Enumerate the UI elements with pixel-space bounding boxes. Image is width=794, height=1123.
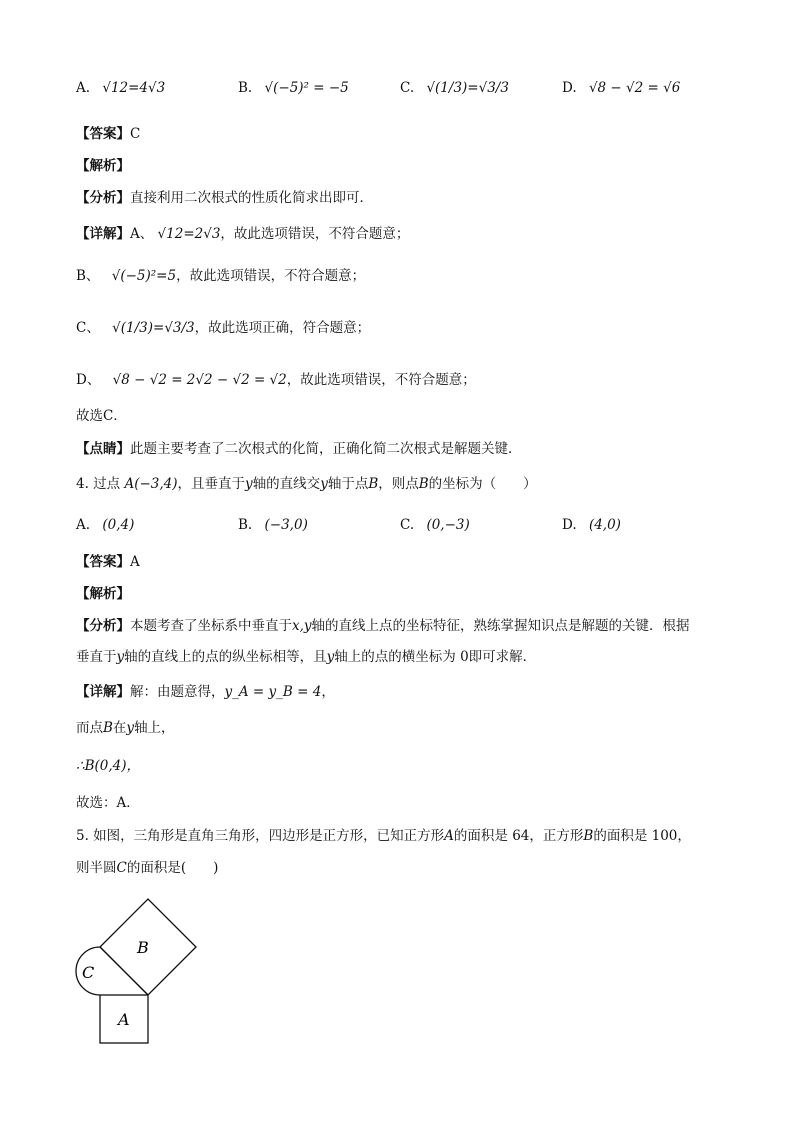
q3-option-c	[400, 78, 509, 98]
option-label: B.	[238, 517, 253, 533]
fenxi-text: 轴的直线上的点的纵坐标相等，且	[124, 649, 327, 665]
math-var: y	[245, 476, 253, 492]
q3-analysis-tag	[76, 156, 130, 176]
stem-text: 则半圆	[76, 860, 117, 876]
option-expr: √(−5)² = −5	[264, 80, 349, 96]
math-var: B	[583, 828, 594, 844]
stem-text: 的面积是( )	[126, 860, 219, 876]
q4-fenxi-2	[76, 647, 536, 667]
text: 轴上，	[134, 720, 175, 736]
option-expr: √12=4√3	[102, 80, 166, 96]
math-var: y	[116, 649, 125, 665]
stem-text: ，且垂直于	[177, 476, 246, 492]
q4-answer	[76, 552, 140, 572]
q4-line-2	[76, 718, 175, 738]
label-b: B	[137, 938, 149, 957]
option-label: C.	[400, 80, 415, 96]
q3-option-b	[238, 78, 349, 98]
option-expr: (0,−3)	[426, 517, 470, 533]
math-expr: y_A = y_B = 4	[224, 684, 322, 700]
q3-xiangjie-b	[76, 266, 365, 286]
q5-figure	[70, 895, 210, 1055]
fenxi-text: 本题考查了坐标系中垂直于	[130, 618, 292, 634]
answer-value: A	[130, 554, 140, 570]
analysis-tag: 【解析】	[76, 158, 130, 174]
fenxi-tag: 【分析】	[76, 618, 130, 634]
q4-option-c	[400, 515, 470, 535]
stem-text: 轴于点	[327, 476, 369, 492]
fenxi-text: 轴上的点的横坐标为 0即可求解．	[334, 649, 537, 665]
stem-text: 的坐标为（ ）	[428, 476, 537, 492]
label-a: A	[118, 1010, 130, 1029]
q4-xiangjie	[76, 682, 335, 702]
q3-xiangjie-d	[76, 370, 476, 390]
math-var: y	[126, 720, 135, 736]
stem-text: 的面积是 100，	[593, 828, 691, 844]
option-label: D.	[562, 517, 577, 533]
xiangjie-tag: 【详解】	[76, 684, 130, 700]
item-prefix: D、	[76, 372, 101, 388]
fenxi-text: 轴的直线上点的坐标特征，熟练掌握知识点是解题的关键．根据	[311, 618, 690, 634]
option-expr: (4,0)	[588, 517, 621, 533]
item-text: ，故此选项正确，符合题意；	[194, 320, 371, 336]
fenxi-text: 直接利用二次根式的性质化简求出即可．	[130, 190, 373, 206]
math-expr: √(1/3)=√3/3	[112, 320, 195, 336]
math-var: B	[418, 476, 429, 492]
item-prefix: C、	[76, 320, 100, 336]
q5-stem-2	[76, 858, 218, 878]
fenxi-text: 垂直于	[76, 649, 117, 665]
q3-dianjing	[76, 439, 522, 459]
q3-option-d	[562, 78, 680, 98]
math-var: y	[320, 476, 328, 492]
q4-fenxi-1	[76, 616, 690, 636]
xiangjie-text: 解：由题意得，	[130, 684, 225, 700]
item-text: ，故此选项错误，不符合题意；	[220, 226, 410, 242]
stem-text: 的面积是 64，正方形	[453, 828, 584, 844]
option-expr: (0,4)	[102, 517, 135, 533]
item-text: ，故此选项错误，不符合题意；	[176, 268, 366, 284]
answer-tag: 【答案】	[76, 126, 130, 142]
math-var: y	[326, 649, 335, 665]
option-label: A.	[76, 517, 91, 533]
option-label: A.	[76, 80, 91, 96]
answer-tag: 【答案】	[76, 554, 130, 570]
stem-text: 4. 过点	[76, 476, 121, 492]
q3-conclusion: 故选C．	[76, 408, 127, 424]
item-prefix: B、	[76, 268, 100, 284]
option-label: C.	[400, 517, 415, 533]
q3-fenxi	[76, 188, 373, 208]
stem-text: ，则点	[378, 476, 419, 492]
math-expr: √(−5)²=5	[111, 268, 177, 284]
q4-option-b	[238, 515, 308, 535]
analysis-tag: 【解析】	[76, 586, 130, 602]
text: 而点	[76, 720, 103, 736]
stem-text: 5. 如图，三角形是直角三角形，四边形是正方形，已知正方形	[76, 828, 445, 844]
stem-text: 轴的直线交	[252, 476, 321, 492]
text: 在	[112, 720, 127, 736]
math-var: C	[116, 860, 127, 876]
item-text: ，故此选项错误，不符合题意；	[286, 372, 476, 388]
q4-analysis-tag	[76, 584, 130, 604]
q4-stem	[76, 474, 537, 494]
q4-line-3: ∴B(0,4)，	[76, 758, 141, 774]
option-expr: √8 − √2 = √6	[588, 80, 681, 96]
math-expr: √8 − √2 = 2√2 − √2 = √2	[112, 372, 287, 388]
q3-xiangjie-c	[76, 318, 370, 338]
xiangjie-text: ，	[321, 684, 335, 700]
dianjing-text: 此题主要考查了二次根式的化简，正确化简二次根式是解题关键．	[130, 441, 522, 457]
xiangjie-tag: 【详解】	[76, 226, 130, 242]
math-var: B	[103, 720, 113, 736]
q3-answer	[76, 124, 140, 144]
option-label: B.	[238, 80, 253, 96]
math-var: B	[368, 476, 379, 492]
q3-xiangjie-a	[76, 224, 409, 244]
option-expr: (−3,0)	[264, 517, 308, 533]
item-prefix: A、	[130, 226, 154, 242]
math-expr: √12=2√3	[157, 226, 221, 242]
fenxi-tag: 【分析】	[76, 190, 130, 206]
math-var: A	[444, 828, 454, 844]
math-var: x,y	[292, 618, 312, 634]
dianjing-tag: 【点睛】	[76, 441, 130, 457]
answer-value: C	[130, 126, 141, 142]
option-label: D.	[562, 80, 577, 96]
label-c: C	[82, 963, 95, 982]
option-expr: √(1/3)=√3/3	[426, 80, 509, 96]
math-expr: A(−3,4)	[124, 476, 178, 492]
q4-option-d	[562, 515, 621, 535]
q5-stem-1	[76, 826, 691, 846]
q3-option-a	[76, 78, 165, 98]
q4-conclusion: 故选：A．	[76, 795, 140, 811]
q4-option-a	[76, 515, 134, 535]
